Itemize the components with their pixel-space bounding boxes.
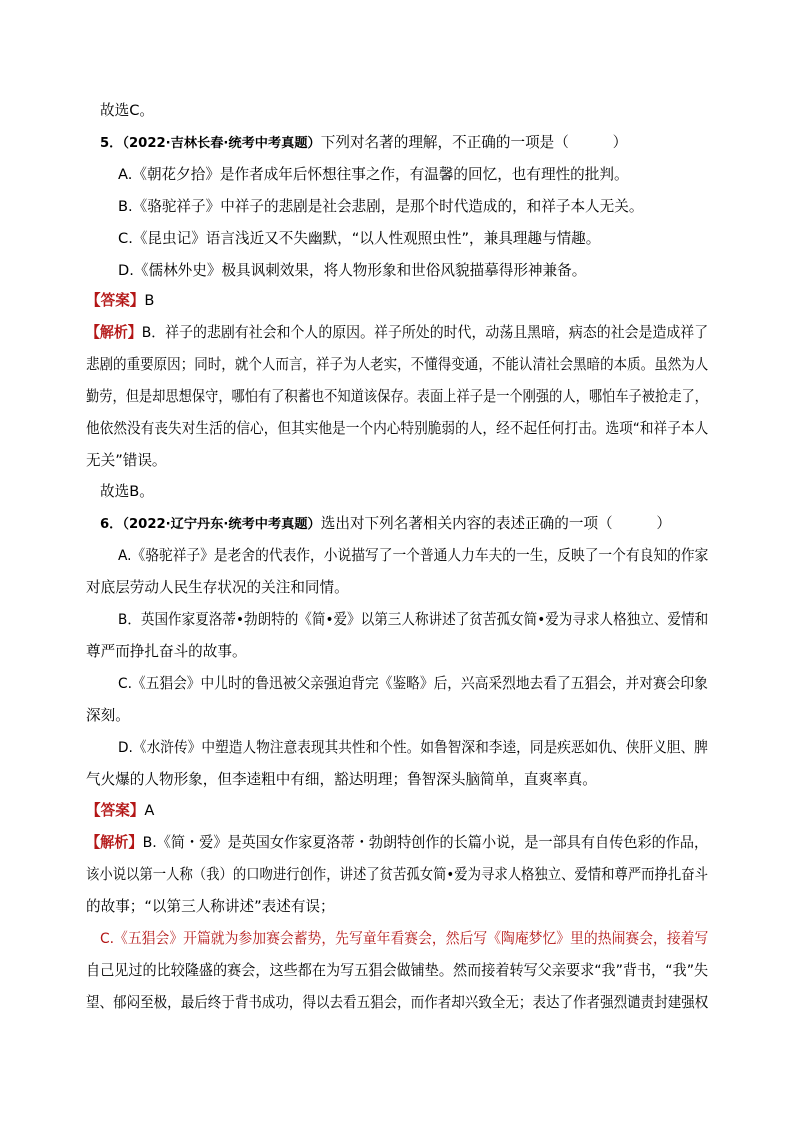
q6-analysis-line-1: 【解析】B.《简・爱》是英国女作家夏洛蒂・勃朗特创作的长篇小说，是一部具有自传色彩的作品， [86,834,709,851]
q6-answer-tag: 【答案】 [86,802,145,819]
q6-analysis-line-6: 望、郁闷至极，最后终于背书成功，得以去看五猖会，而作者却兴致全无；表达了作者强烈谴责封建强权 [86,994,709,1011]
q6-option-b-line-1: B．英国作家夏洛蒂•勃朗特的《简•爱》以第三人称讲述了贫苦孤女简•爱为寻求人格独立、爱情和 [118,611,709,628]
q6-analysis-line-4: C.《五猖会》开篇就为参加赛会蓄势，先写童年看赛会，然后写《陶庵梦忆》里的热闹赛会，接着写 [100,930,709,947]
q5-option-c: C.《昆虫记》语言浅近又不失幽默，“以人性观照虫性”，兼具理趣与情趣。 [118,230,601,247]
q6-option-c-line-2: 深刻。 [86,707,130,724]
q6-option-b-line-2: 尊严而挣扎奋斗的故事。 [86,643,247,660]
q5-stem: 下列对名著的理解，不正确的一项是（ ） [320,134,628,151]
q5-header [100,133,627,154]
q6-analysis-line-5: 自己见过的比较隆盛的赛会，这些都在为写五猖会做铺垫。然而接着转写父亲要求“我”背书，“我”失 [86,962,709,979]
q4-conclusion: 故选C。 [100,102,154,119]
q5-analysis-line-2: 悲剧的重要原因；同时，就个人而言，祥子为人老实，不懂得变通，不能认清社会黑暗的本质。虽然为人 [86,356,709,373]
q5-option-b: B.《骆驼祥子》中祥子的悲剧是社会悲剧，是那个时代造成的，和祥子本人无关。 [118,198,644,215]
q5-answer-value: B [144,292,155,309]
q6-answer-value: A [144,802,155,819]
q5-analysis-line-1: 【解析】B．祥子的悲剧有社会和个人的原因。祥子所处的时代，动荡且黑暗，病态的社会是造成祥了 [86,324,709,341]
q5-analysis-line-3: 勤劳，但是却思想保守，哪怕有了积蓄也不知道该保存。表面上祥子是一个刚强的人，哪怕车子被抢走了， [86,388,708,405]
q5-conclusion: 故选B。 [100,483,154,500]
q6-answer [86,801,154,821]
q6-stem: 选出对下列名著相关内容的表述正确的一项（ ） [320,515,672,532]
q6-analysis-tag: 【解析】 [86,834,143,851]
q6-option-a-line-2: 对底层劳动人民生存状况的关注和同情。 [86,579,349,596]
q6-source: （2022·辽宁丹东·统考中考真题） [122,517,321,532]
q6-option-a-line-1: A.《骆驼祥子》是老舍的代表作，小说描写了一个普通人力车夫的一生，反映了一个有良知的作家 [118,547,709,564]
q6-analysis-line-3: 的故事；“以第三人称讲述”表述有误； [86,898,335,915]
q5-analysis-line-5: 无关”错误。 [86,452,167,469]
q5-answer [86,291,154,311]
q5-option-d: D.《儒林外史》极具讽刺效果，将人物形象和世俗风貌描摹得形神兼备。 [118,262,587,279]
q6-option-c-line-1: C.《五猖会》中儿时的鲁迅被父亲强迫背完《鉴略》后，兴高采烈地去看了五猖会，并对赛会印象 [118,675,708,692]
q5-source: （2022·吉林长春·统考中考真题） [122,136,321,151]
q6-analysis-line-2: 该小说以第一人称（我）的口吻进行创作，讲述了贫苦孤女简•爱为寻求人格独立、爱情和尊严而挣扎奋斗 [86,866,708,883]
q6-option-d-line-1: D.《水浒传》中塑造人物注意表现其共性和个性。如鲁智深和李逵，同是疾恶如仇、侠肝义胆、脾 [118,739,708,756]
q6-number: 6． [100,517,123,532]
q5-analysis-tag: 【解析】 [86,324,142,341]
q5-analysis-line-4: 他依然没有丧失对生活的信心，但其实他是一个内心特别脆弱的人，经不起任何打击。选项“和祥子本人 [86,420,709,437]
q5-number: 5． [100,136,123,151]
q6-header [100,514,671,535]
q5-answer-tag: 【答案】 [86,292,145,309]
q5-option-a: A.《朝花夕拾》是作者成年后怀想往事之作，有温馨的回忆，也有理性的批判。 [118,166,629,183]
q6-option-d-line-2: 气火爆的人物形象，但李逵粗中有细，豁达明理；鲁智深头脑简单，直爽率真。 [86,771,597,788]
